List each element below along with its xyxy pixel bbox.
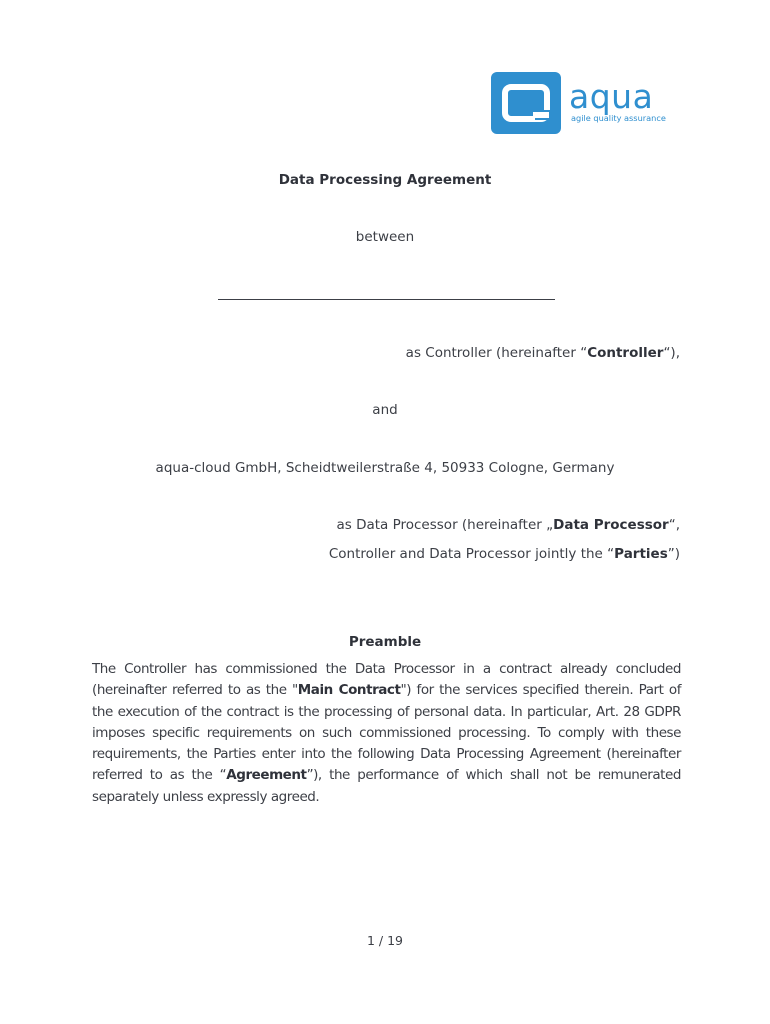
controller-term: Controller — [587, 345, 664, 361]
aqua-logo-icon — [491, 72, 561, 134]
controller-line-suffix: “), — [663, 345, 680, 361]
preamble-part2: ") for the services specified therein. Part of the execution of the contract is the processing of personal data. In particular, Art. 28 GDPR imposes specific requirements on such commissioned processing. To comply with these requirements, the Parties enter into the following Data Processing Agreement (hereinafter referred to as the “ — [92, 682, 682, 784]
preamble-heading: Preamble — [348, 634, 422, 650]
logo-wordmark: aqua — [569, 77, 654, 116]
preamble-part1: The Controller has commissioned the Data Processor in a contract already concluded (hereinafter referred to as the " — [92, 661, 681, 699]
and-text: and — [372, 402, 398, 418]
parties-line-suffix: ”) — [667, 546, 680, 562]
between-text: between — [355, 229, 415, 245]
controller-line — [406, 343, 680, 363]
processor-line — [336, 515, 680, 535]
page-number: 1 / 19 — [366, 933, 404, 948]
parties-line-prefix: Controller and Data Processor jointly the “ — [328, 546, 615, 562]
preamble-part3: ”), the performance of which shall not be remunerated separately unless expressly agreed. — [92, 767, 682, 805]
processor-line-suffix: “, — [668, 517, 680, 533]
controller-line-prefix: as Controller (hereinafter “ — [405, 345, 588, 361]
processor-term: Data Processor — [553, 517, 669, 533]
document-title: Data Processing Agreement — [278, 172, 492, 188]
parties-line — [329, 544, 680, 564]
main-contract-term: Main Contract — [297, 682, 401, 699]
controller-name-blank — [218, 299, 555, 300]
processor-line-prefix: as Data Processor (hereinafter „ — [336, 517, 554, 533]
parties-term: Parties — [614, 546, 668, 562]
aqua-logo — [491, 72, 686, 136]
processor-address: aqua-cloud GmbH, Scheidtweilerstraße 4, 50933 Cologne, Germany — [155, 460, 615, 476]
agreement-term: Agreement — [226, 767, 307, 784]
preamble-paragraph — [92, 659, 681, 808]
logo-tagline: agile quality assurance — [571, 113, 666, 123]
